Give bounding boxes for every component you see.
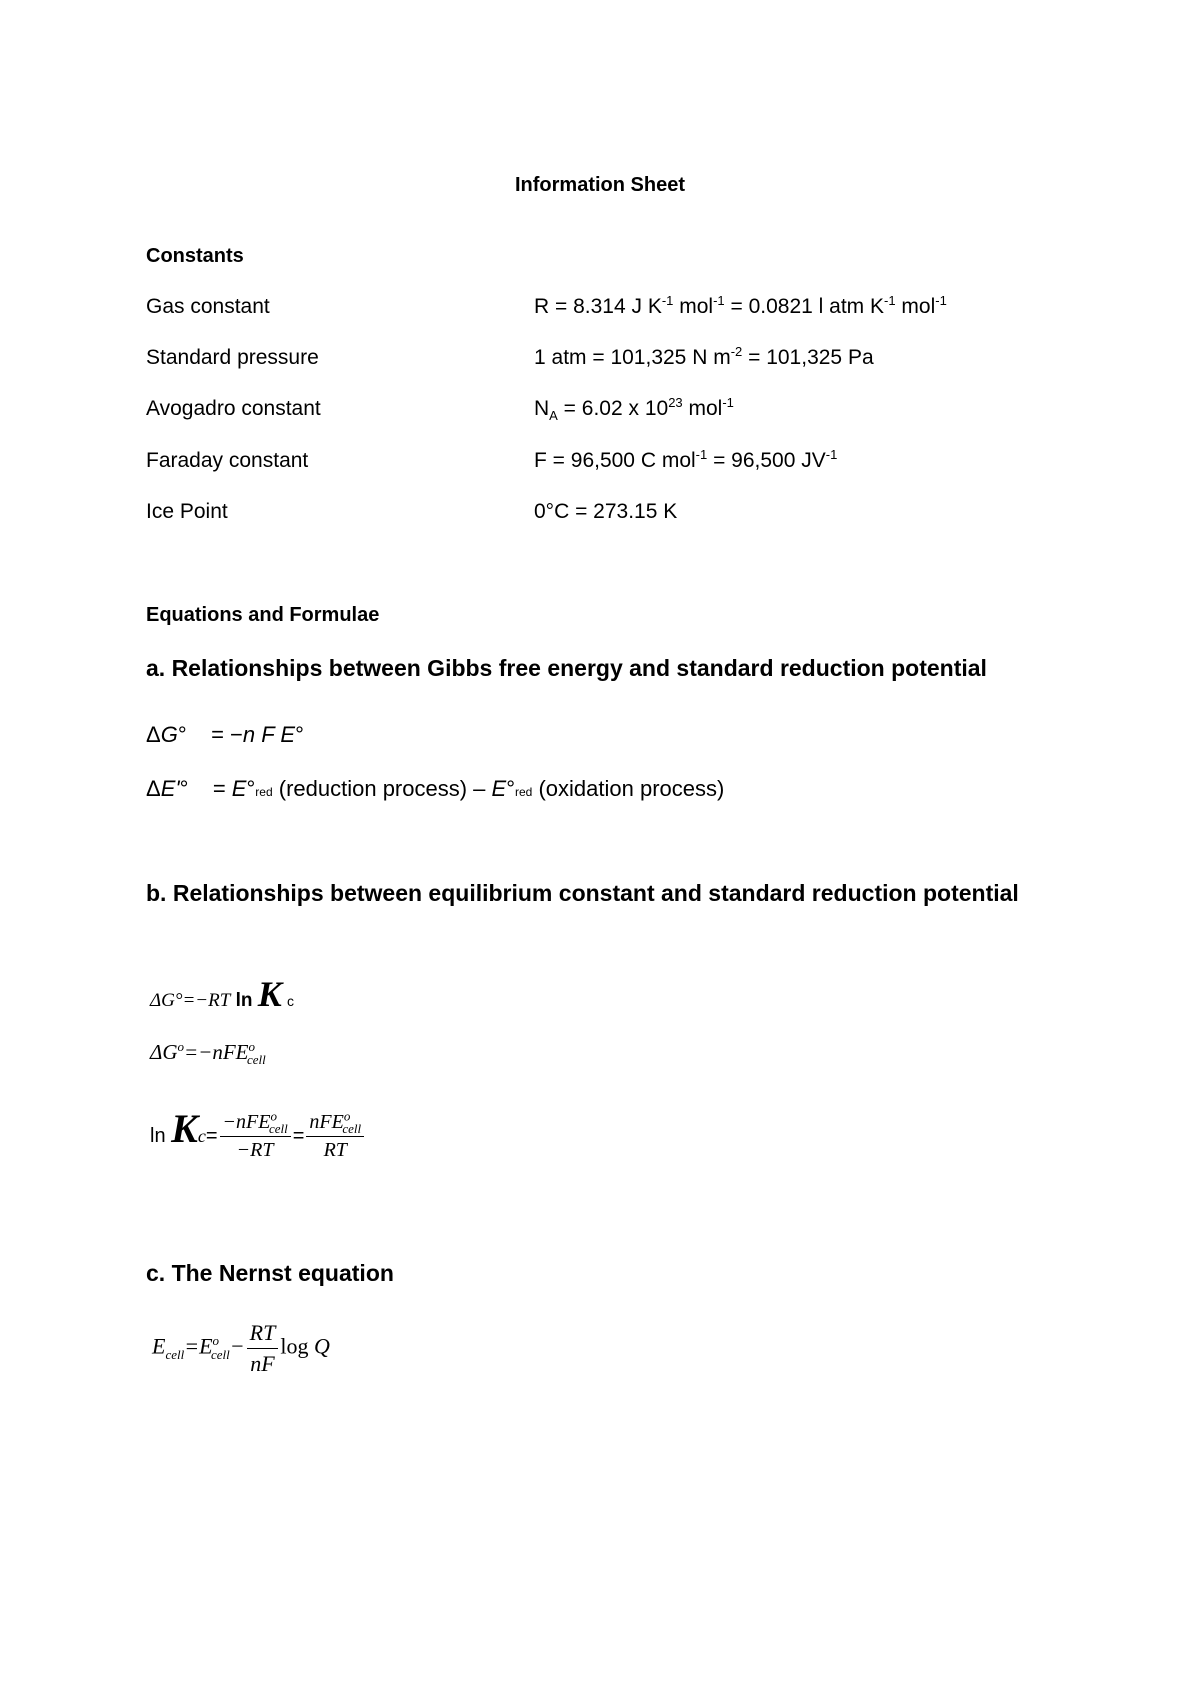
section-c-heading: c. The Nernst equation (146, 1260, 394, 1286)
constant-value-faraday: F = 96,500 C mol$^{-1}$ = 96,500 $JV^{-1}$ (534, 447, 838, 472)
equation-nernst: $E_{cell}=E^o_{cell}-$ $\frac{RT}{nF}$ log Q (152, 1320, 330, 1376)
constant-value-gas: R = 8.314 J $K^{-1}$ mol$^{-1}$ = 0.0821 l atm $K^{-1}$ mol$^{-1}$ (534, 293, 947, 318)
equation-gibbs: ΔG° = −n F E° (146, 722, 304, 747)
section-a-heading: a. Relationships between Gibbs free energy and standard reduction potential (146, 655, 987, 681)
equation-ln-kc: ln Kc= $\frac{-nFE^o_{cell}}{-RT}$ = $\frac{nFE^o_{cell}}{RT}$ (150, 1105, 366, 1162)
constant-label-faraday: Faraday constant (146, 449, 309, 472)
constant-label-gas: Gas constant (146, 295, 270, 318)
constants-heading: Constants (146, 245, 244, 267)
constant-label-pressure: Standard pressure (146, 346, 319, 369)
section-b-heading: b. Relationships between equilibrium constant and standard reduction potential (146, 880, 1019, 906)
equation-gibbs-equilibrium: ΔG°=−RT ln K c (150, 974, 295, 1014)
constant-label-avogadro: Avogadro constant (146, 397, 321, 420)
equation-cell-potential: ΔE'° = E°red (reduction process) – E°red (oxidation process) (146, 776, 725, 801)
page-title: Information Sheet (514, 174, 685, 196)
equations-heading: Equations and Formulae (146, 604, 380, 626)
equation-gibbs-cell: $\Delta G^o=-nFE^o_{cell}$ (150, 1039, 266, 1068)
constant-value-pressure: 1 atm = 101,325 N $m^{-2} = 101,325$ Pa (534, 344, 874, 369)
constant-value-ice-point: 0°C = 273.15 K (534, 500, 678, 523)
constant-label-ice-point: Ice Point (146, 500, 228, 523)
constant-value-avogadro: $N_A = 6.02$ x $10^{23}$ mol$^{-1}$ (534, 395, 734, 424)
